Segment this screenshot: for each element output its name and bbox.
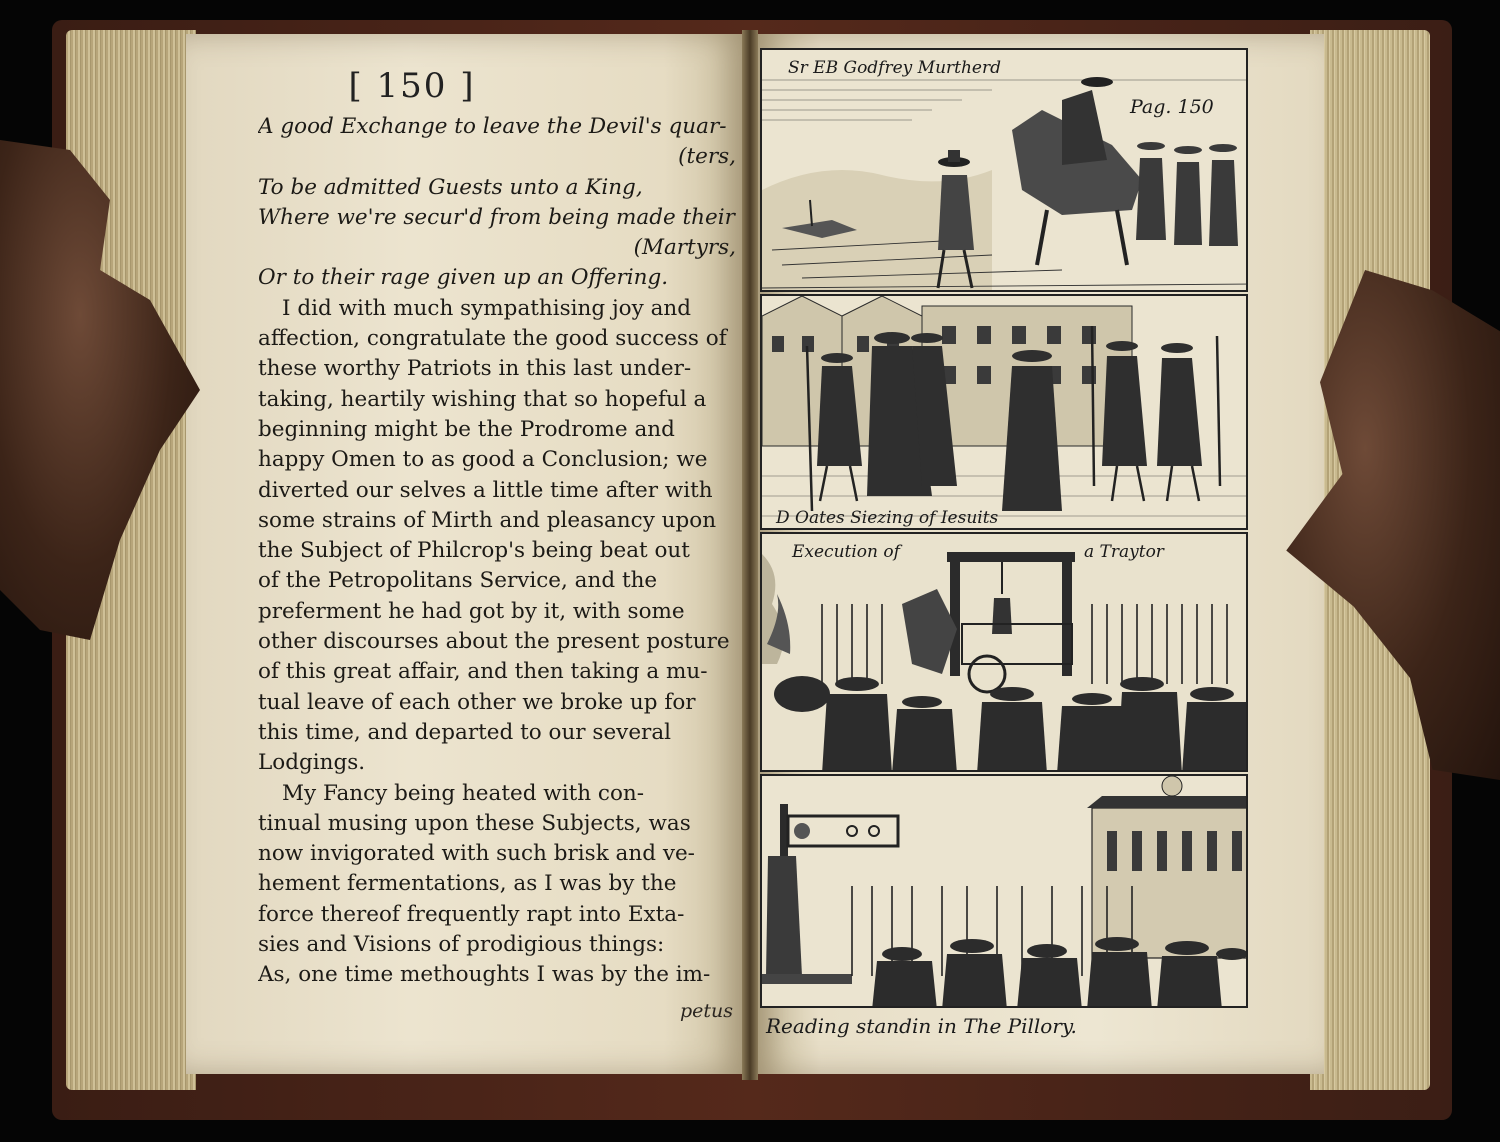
page-number: [ 150 ]	[348, 66, 476, 106]
text-line: tual leave of each other we broke up for	[258, 689, 696, 715]
pillory-scene	[762, 776, 1248, 1008]
text-line: happy Omen to as good a Conclusion; we	[258, 447, 708, 473]
oates-scene	[762, 296, 1248, 530]
text-line: sies and Visions of prodigious things:	[258, 932, 665, 958]
text-line: other discourses about the present posture	[258, 629, 730, 655]
text-line: this time, and departed to our several	[258, 719, 672, 745]
caption-godfrey: Sr EB Godfrey Murtherd	[788, 58, 1001, 78]
caption-pillory: Reading standin in The Pillory.	[766, 1014, 1077, 1038]
text-line: affection, congratulate the good success of	[258, 326, 727, 352]
text-line: taking, heartily wishing that so hopeful a	[258, 386, 707, 412]
text-line: the Subject of Philcrop's being beat out	[258, 538, 690, 564]
book-gutter	[742, 30, 758, 1080]
caption-execution-right: a Traytor	[1084, 542, 1164, 562]
engraving-panel-godfrey	[760, 48, 1248, 292]
text-line: of this great affair, and then taking a mu-	[258, 659, 708, 685]
engraving-panel-pillory	[760, 774, 1248, 1008]
execution-scene	[762, 534, 1248, 772]
text-line: these worthy Patriots in this last under-	[258, 356, 692, 382]
text-line: force thereof frequently rapt into Exta-	[258, 901, 685, 927]
text-line: Where we're secur'd from being made their	[258, 204, 735, 230]
text-line: diverted our selves a little time after with	[258, 477, 713, 503]
catchword: petus	[680, 1000, 734, 1022]
text-line: beginning might be the Prodrome and	[258, 416, 675, 442]
engraving-panel-execution	[760, 532, 1248, 772]
text-line: (Martyrs,	[633, 235, 736, 261]
engraving-plate	[760, 48, 1248, 1008]
left-page-text	[258, 112, 736, 991]
text-line: Lodgings.	[258, 750, 366, 776]
text-line: My Fancy being heated with con-	[282, 780, 644, 806]
text-line: To be admitted Guests unto a King,	[258, 174, 643, 200]
text-line: I did with much sympathising joy and	[282, 295, 692, 321]
text-line: (ters,	[678, 144, 736, 170]
text-line: preferment he had got by it, with some	[258, 598, 685, 624]
text-line: Or to their rage given up an Offering.	[258, 265, 669, 291]
text-line: some strains of Mirth and pleasancy upon	[258, 507, 717, 533]
text-line: A good Exchange to leave the Devil's quar-	[258, 114, 727, 139]
engraving-panel-oates	[760, 294, 1248, 530]
plate-page-reference: Pag. 150	[1130, 96, 1214, 118]
caption-execution-left: Execution of	[792, 542, 900, 562]
text-line: As, one time methoughts I was by the im-	[258, 962, 711, 988]
text-line: of the Petropolitans Service, and the	[258, 568, 658, 594]
text-line: now invigorated with such brisk and ve-	[258, 841, 695, 867]
text-line: tinual musing upon these Subjects, was	[258, 810, 691, 836]
godfrey-scene	[762, 50, 1248, 292]
caption-oates: D Oates Siezing of Iesuits	[776, 508, 999, 528]
text-line: hement fermentations, as I was by the	[258, 871, 677, 897]
